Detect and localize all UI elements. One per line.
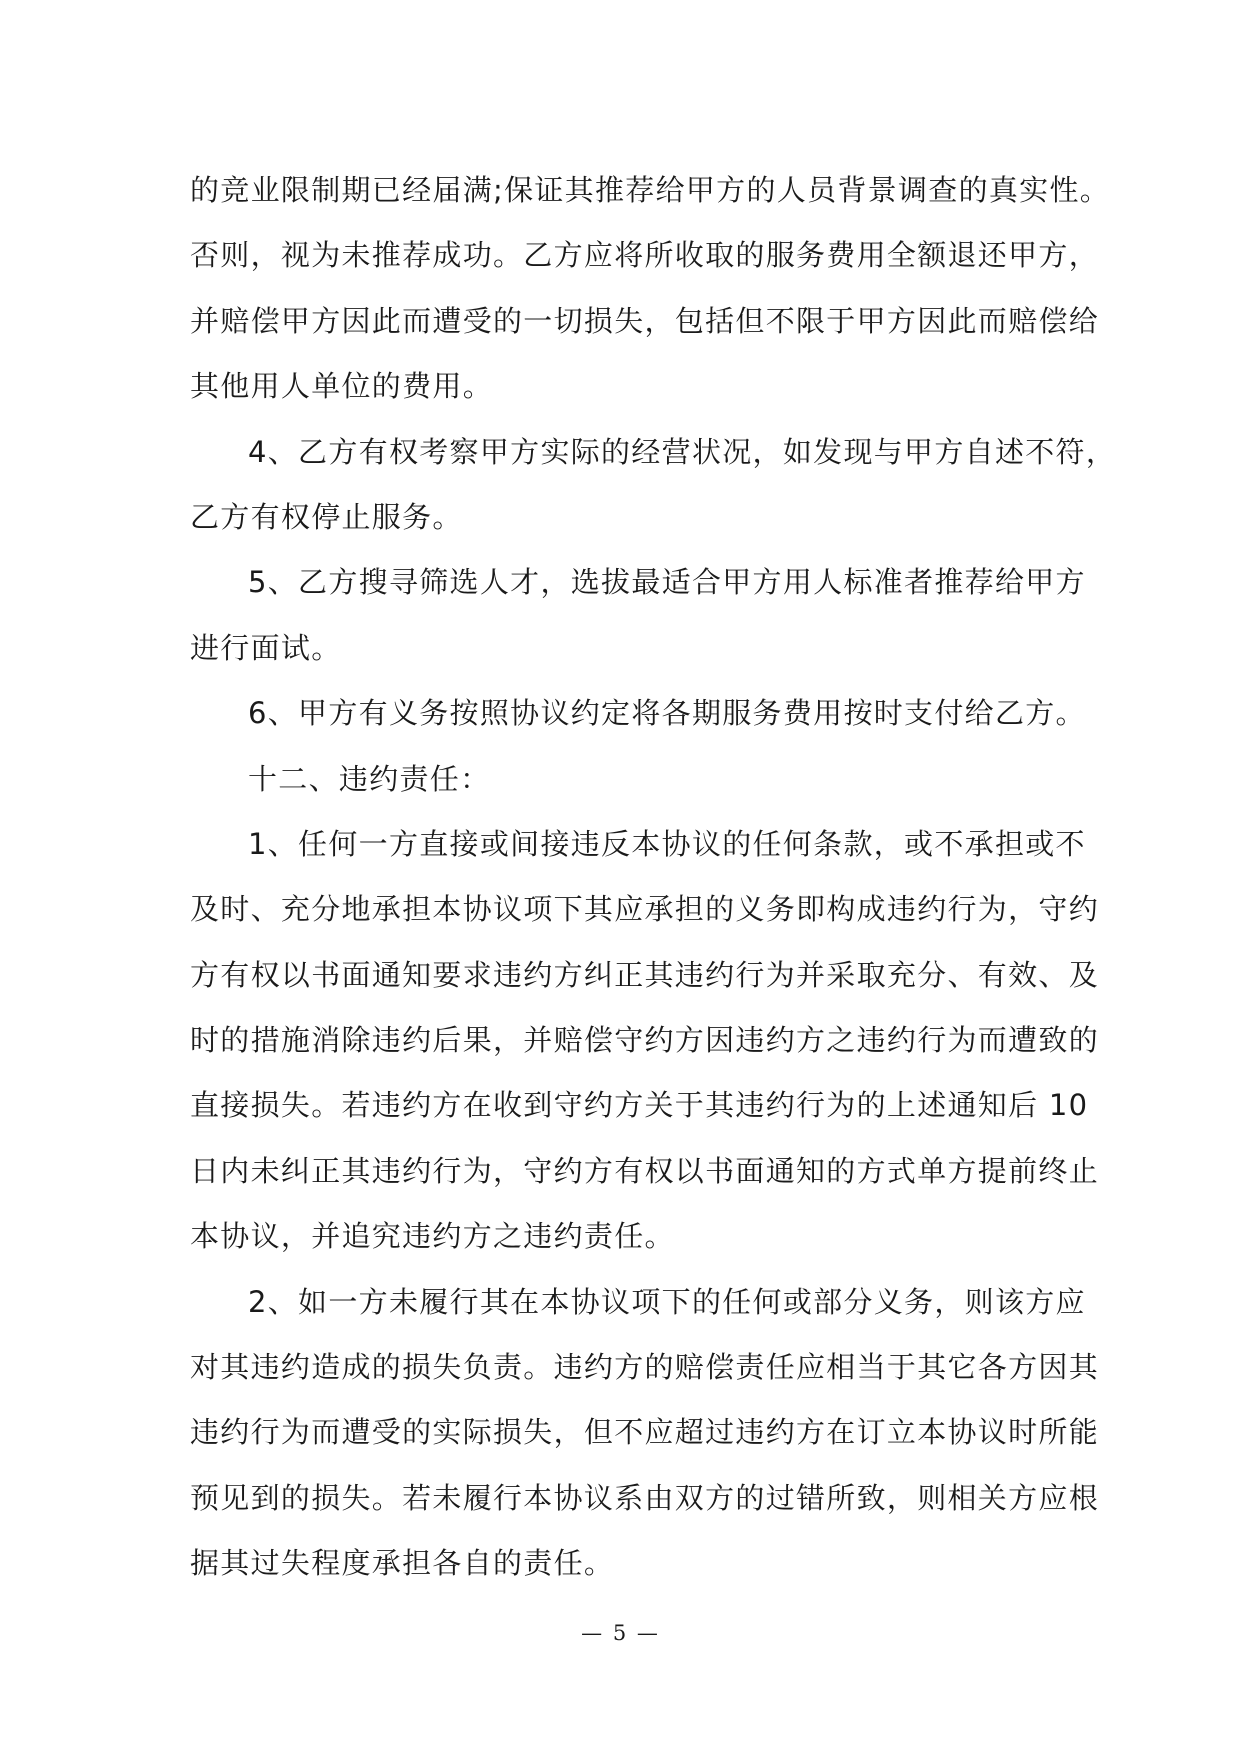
text-line: 4、乙方有权考察甲方实际的经营状况，如发现与甲方自述不符，: [248, 434, 1117, 469]
text-line: 并赔偿甲方因此而遭受的一切损失，包括但不限于甲方因此而赔偿给: [190, 303, 1100, 338]
text-line: 2、如一方未履行其在本协议项下的任何或部分义务，则该方应: [248, 1284, 1086, 1319]
text-line: 预见到的损失。若未履行本协议系由双方的过错所致，则相关方应根: [190, 1480, 1100, 1515]
text-line: 日内未纠正其违约行为，守约方有权以书面通知的方式单方提前终止: [190, 1153, 1100, 1188]
text-line: 时的措施消除违约后果，并赔偿守约方因违约方之违约行为而遭致的: [190, 1023, 1100, 1058]
text-line: 乙方有权停止服务。: [190, 499, 463, 534]
text-line: 本协议，并追究违约方之违约责任。: [190, 1219, 675, 1254]
text-line: 方有权以书面通知要求违约方纠正其违约行为并采取充分、有效、及: [190, 957, 1100, 992]
text-line: 否则，视为未推荐成功。乙方应将所收取的服务费用全额退还甲方，: [190, 238, 1100, 273]
text-line: 6、甲方有义务按照协议约定将各期服务费用按时支付给乙方。: [248, 696, 1086, 731]
text-line: 直接损失。若违约方在收到守约方关于其违约行为的上述通知后 10: [190, 1088, 1089, 1123]
text-line: 十二、违约责任：: [248, 761, 491, 796]
text-line: 及时、充分地承担本协议项下其应承担的义务即构成违约行为，守约: [190, 892, 1100, 927]
text-line: 对其违约造成的损失负责。违约方的赔偿责任应相当于其它各方因其: [190, 1350, 1100, 1385]
text-line: 进行面试。: [190, 630, 342, 665]
text-line: 其他用人单位的费用。: [190, 369, 494, 404]
text-line: 违约行为而遭受的实际损失，但不应超过违约方在订立本协议时所能: [190, 1415, 1100, 1450]
page-number: — 5 —: [581, 1621, 660, 1645]
text-line: 5、乙方搜寻筛选人才，选拔最适合甲方用人标准者推荐给甲方: [248, 565, 1086, 600]
text-line: 的竞业限制期已经届满;保证其推荐给甲方的人员背景调查的真实性。: [190, 173, 1111, 207]
text-line: 据其过失程度承担各自的责任。: [190, 1546, 615, 1581]
text-line: 1、任何一方直接或间接违反本协议的任何条款，或不承担或不: [248, 826, 1086, 861]
contract-body-text: [190, 158, 1117, 1597]
